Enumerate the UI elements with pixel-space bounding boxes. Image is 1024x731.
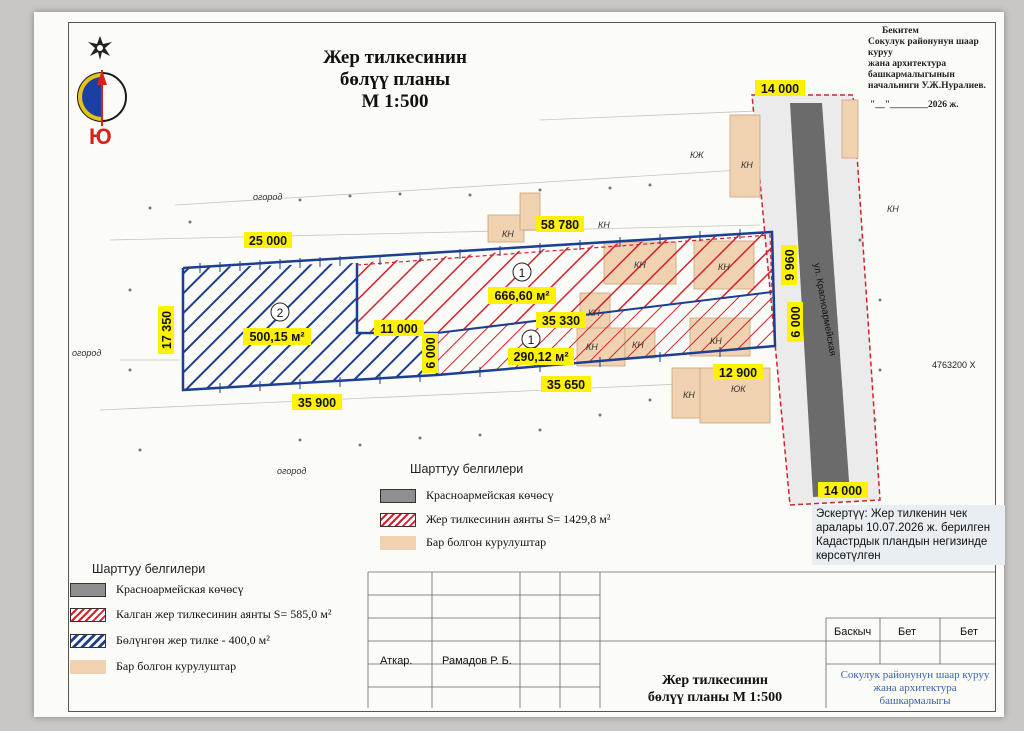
dim-6000-right: 6 000 — [789, 306, 803, 338]
tb-executed-label: Аткар. — [380, 655, 413, 667]
street-swatch-2 — [70, 583, 106, 597]
tb-executor-name: Рамадов Р. Б. — [442, 655, 512, 667]
parcel-2-area: 500,15 м² — [249, 330, 305, 344]
label-kn-b: КН — [598, 220, 610, 230]
red-hatch-swatch-2 — [70, 608, 106, 622]
legend-top-street-label: Красноармейская көчөсү — [426, 488, 554, 502]
parcel-3-number: 1 — [527, 333, 535, 347]
dim-14000-bottom: 14 000 — [823, 484, 863, 498]
label-kn-g: КН — [632, 340, 644, 350]
approval-line4: начальниги У.Ж.Нуралиев. — [868, 81, 986, 91]
approval-line1: Сокулук районунун шаар куруу — [868, 37, 979, 58]
compass-letter: Ю — [89, 124, 112, 149]
tb-sheet-label: Баскыч — [834, 626, 872, 638]
tb-plan-title — [610, 672, 820, 706]
parcel-2-number: 2 — [276, 306, 284, 320]
building-swatch — [380, 536, 416, 550]
approval-line3: башкармалыгынын — [868, 70, 955, 80]
tb-org-line1: Сокулук районунун шаар куруу — [840, 669, 990, 681]
legend-bottom-remaining-label: Калган жер тилкесинин аянты S= 585,0 м² — [116, 607, 332, 621]
label-kn-h: КН — [710, 336, 722, 346]
dim-12900: 12 900 — [718, 366, 758, 380]
legend-bottom-title: Шарттуу белгилери — [92, 562, 206, 576]
label-yuk: ЮК — [731, 384, 746, 394]
dim-35650: 35 650 — [546, 378, 586, 392]
legend-top-street — [380, 488, 554, 503]
parcel-1-number: 1 — [518, 266, 526, 280]
tb-org-line2: жана архитектура — [873, 682, 957, 694]
blue-hatch-swatch — [70, 634, 106, 648]
note-line3: Кадастрдык пландын негизинде — [816, 536, 988, 548]
dim-58780: 58 780 — [540, 218, 580, 232]
street-name-label: ул. Красноармейская — [810, 262, 839, 357]
tb-org-line3: башкармалыгы — [879, 695, 951, 707]
tb-pages-label: Бет — [960, 626, 979, 638]
label-kn-a: КН — [502, 229, 514, 239]
label-kn-f: КН — [586, 342, 598, 352]
dim-11000: 11 000 — [380, 322, 418, 336]
building-swatch-2 — [70, 660, 106, 674]
legend-top-area — [380, 512, 611, 527]
label-kzh-top: КЖ — [690, 150, 704, 160]
legend-bottom-street-label: Красноармейская көчөсү — [116, 582, 244, 596]
tb-organization — [830, 669, 1000, 708]
title-line1: Жер тилкесинин — [323, 47, 467, 68]
note-line4: көрсөтүлгөн — [816, 550, 881, 562]
dim-35330: 35 330 — [541, 314, 581, 328]
title-line2: бөлүү планы — [339, 69, 451, 90]
legend-top-buildings — [380, 535, 546, 550]
tb-plan-line2: бөлүү планы М 1:500 — [647, 690, 783, 705]
title-scale: М 1:500 — [361, 91, 429, 112]
label-kn-i: КН — [683, 390, 695, 400]
label-ogorod-bottom: огород — [277, 466, 307, 476]
legend-bottom-divided — [70, 633, 270, 648]
label-kn-d: КН — [718, 262, 730, 272]
red-hatch-swatch — [380, 513, 416, 527]
tb-plan-line1: Жер тилкесинин — [661, 673, 768, 688]
legend-bottom-buildings — [70, 659, 236, 674]
legend-bottom-divided-label: Бөлүнгөн жер тилке - 400,0 м² — [116, 633, 270, 647]
label-kn-right: КН — [887, 204, 899, 214]
approval-heading: Бекитем — [882, 26, 919, 36]
label-kn-c: КН — [634, 260, 646, 270]
dim-9960: 9 960 — [783, 249, 797, 281]
legend-top-buildings-label: Бар болгон курулуштар — [426, 535, 547, 549]
parcel-1-area: 666,60 м² — [494, 289, 550, 303]
label-ogorod-top: огород — [253, 192, 283, 202]
legend-bottom-street — [70, 582, 244, 597]
approval-date: "__"________2026 ж. — [870, 100, 959, 110]
street-swatch — [380, 489, 416, 503]
dim-25000: 25 000 — [248, 234, 288, 248]
dim-14000-top: 14 000 — [760, 82, 800, 96]
parcel-3-area: 290,12 м² — [513, 350, 569, 364]
approval-line2: жана архитектура — [868, 59, 947, 69]
legend-bottom-buildings-label: Бар болгон курулуштар — [116, 659, 237, 673]
dim-17350: 17 350 — [160, 310, 174, 350]
legend-bottom-remaining — [70, 607, 331, 622]
label-kn-e: КН — [588, 308, 600, 318]
label-ogorod-left: огород — [72, 348, 102, 358]
note-box — [812, 505, 1005, 565]
note-line1: Эскертүү: Жер тилкенин чек — [816, 508, 968, 520]
dim-6000-left: 6 000 — [424, 337, 438, 369]
dim-35900: 35 900 — [297, 396, 337, 410]
coordinate-label: 4763200 X — [932, 360, 976, 370]
legend-top-area-label: Жер тилкесинин аянты S= 1429,8 м² — [426, 512, 611, 526]
legend-top-title: Шарттуу белгилери — [410, 462, 524, 476]
label-kn-building: КН — [741, 160, 753, 170]
tb-page-label: Бет — [898, 626, 917, 638]
note-line2: аралары 10.07.2026 ж. берилген — [816, 522, 991, 534]
